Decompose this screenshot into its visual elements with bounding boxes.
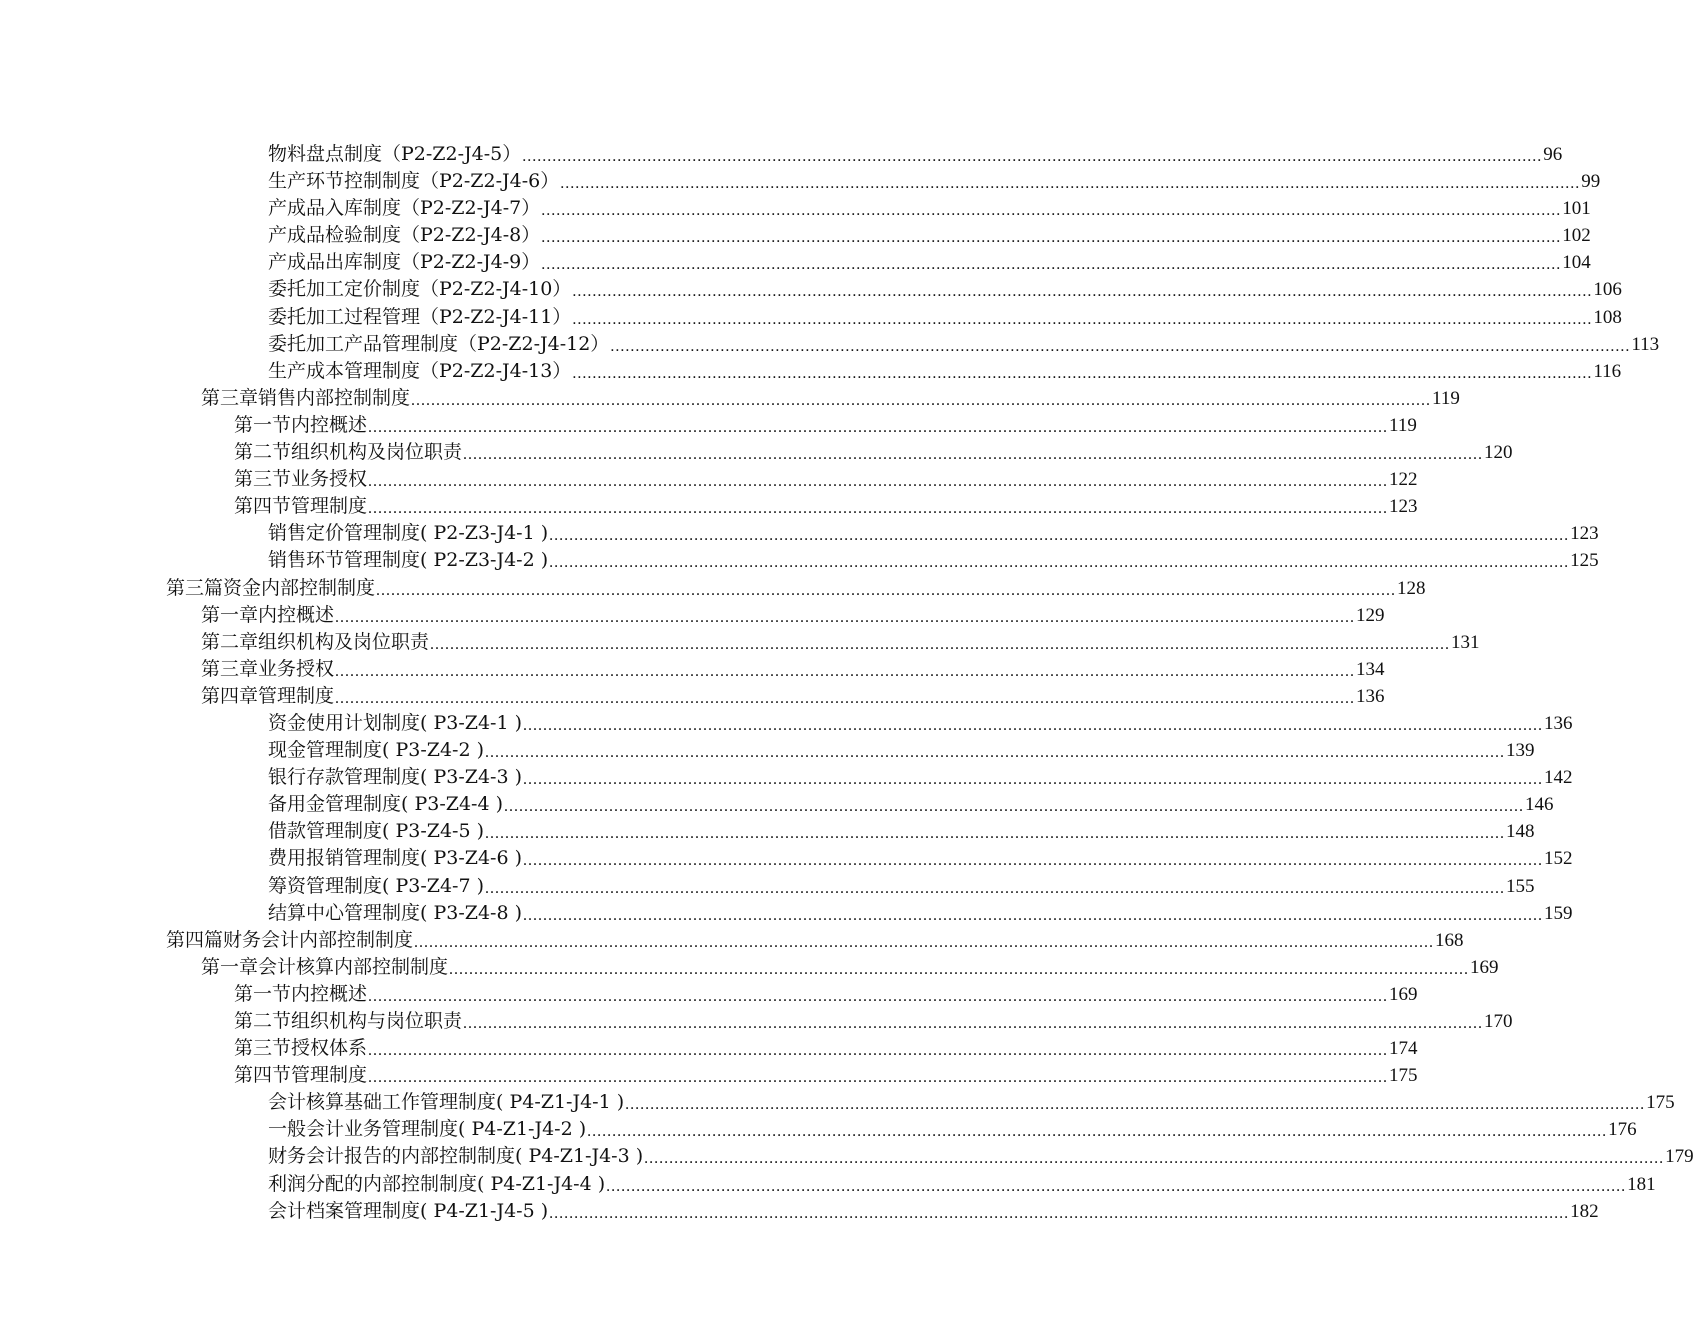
toc-entry[interactable] [0, 168, 1601, 195]
toc-entry-title: 内控概述 [291, 413, 368, 436]
toc-entry[interactable] [0, 602, 1385, 629]
toc-entry-number: 第三篇 [166, 576, 224, 599]
toc-entry[interactable] [0, 466, 1418, 493]
toc-entry-page-number: 113 [1631, 333, 1660, 355]
toc-entry-page-number: 99 [1581, 171, 1601, 193]
toc-entry-page-number: 108 [1593, 306, 1622, 328]
toc-entry-title: 产成品出库制度（P2-Z2-J4-9） [268, 251, 541, 274]
toc-entry-page-number: 181 [1627, 1173, 1656, 1195]
toc-entry-number: 第四节 [234, 1064, 292, 1087]
dot-leader [485, 875, 1505, 902]
toc-entry-page-number: 122 [1389, 469, 1418, 491]
toc-entry[interactable] [0, 629, 1480, 656]
toc-entry-page-number: 175 [1646, 1092, 1675, 1114]
dot-leader [625, 1091, 1645, 1118]
toc-entry[interactable] [0, 737, 1535, 764]
toc-entry-number: 第一节 [234, 982, 292, 1005]
toc-entry-page-number: 131 [1451, 631, 1480, 653]
toc-entry-number: 第三章 [201, 657, 259, 680]
dot-leader [368, 468, 1388, 495]
toc-entry[interactable] [0, 1143, 1694, 1170]
toc-entry[interactable] [0, 358, 1622, 385]
dot-leader [541, 224, 1561, 251]
dot-leader [549, 522, 1569, 549]
toc-entry-number: 第一节 [234, 413, 292, 436]
dot-leader [335, 685, 1355, 712]
toc-entry[interactable] [0, 331, 1660, 358]
toc-entry[interactable] [0, 439, 1513, 466]
toc-entry[interactable] [0, 954, 1499, 981]
toc-entry-title: 组织机构及岗位职责 [258, 630, 430, 653]
dot-leader [523, 902, 1543, 929]
toc-entry-page-number: 159 [1544, 902, 1573, 924]
toc-entry[interactable] [0, 141, 1563, 168]
toc-entry[interactable] [0, 547, 1599, 574]
toc-entry[interactable] [0, 493, 1418, 520]
toc-entry[interactable] [0, 683, 1385, 710]
toc-entry[interactable] [0, 1008, 1513, 1035]
toc-entry-page-number: 155 [1506, 875, 1535, 897]
toc-entry-number: 第二节 [234, 1010, 292, 1032]
toc-entry-title: 业务授权 [258, 657, 335, 680]
toc-entry-number: 第三节 [234, 1037, 292, 1060]
toc-entry-page-number: 128 [1397, 577, 1426, 599]
toc-entry-title: 会计档案管理制度( P4-Z1-J4-5 ) [268, 1199, 549, 1222]
toc-entry[interactable] [0, 276, 1622, 303]
dot-leader [368, 1064, 1388, 1091]
toc-entry-title: 一般会计业务管理制度( P4-Z1-J4-2 ) [268, 1118, 587, 1141]
toc-entry-title: 筹资管理制度( P3-Z4-7 ) [268, 874, 484, 897]
dot-leader [523, 766, 1543, 793]
dot-leader [504, 793, 1524, 820]
toc-entry[interactable] [0, 195, 1591, 222]
toc-entry-title: 产成品入库制度（P2-Z2-J4-7） [268, 197, 541, 220]
toc-entry-page-number: 152 [1544, 848, 1573, 870]
dot-leader [560, 170, 1580, 197]
toc-entry-page-number: 182 [1570, 1200, 1599, 1222]
toc-entry-page-number: 106 [1593, 279, 1622, 301]
dot-leader [610, 333, 1630, 360]
toc-entry-title: 授权体系 [291, 1037, 368, 1060]
toc-entry[interactable] [0, 222, 1591, 249]
toc-entry-title: 现金管理制度( P3-Z4-2 ) [268, 739, 484, 762]
dot-leader [463, 1010, 1483, 1037]
dot-leader [572, 360, 1592, 387]
toc-entry-page-number: 136 [1544, 712, 1573, 734]
dot-leader [368, 495, 1388, 522]
dot-leader [368, 414, 1388, 441]
toc-entry-page-number: 169 [1389, 983, 1418, 1005]
toc-entry[interactable] [0, 873, 1535, 900]
toc-entry-title: 财务会计内部控制制度 [223, 928, 414, 951]
dot-leader [414, 929, 1434, 956]
toc-entry[interactable] [0, 1089, 1675, 1116]
toc-entry-number: 第四章 [201, 684, 259, 707]
toc-entry-title: 销售内部控制制度 [258, 386, 411, 409]
toc-entry[interactable] [0, 900, 1573, 927]
toc-entry-page-number: 136 [1356, 685, 1385, 707]
toc-entry-title: 银行存款管理制度( P3-Z4-3 ) [268, 766, 522, 789]
toc-entry[interactable] [0, 1035, 1418, 1062]
toc-entry-title: 产成品检验制度（P2-Z2-J4-8） [268, 224, 541, 247]
dot-leader [430, 631, 1450, 658]
toc-entry-title: 委托加工产品管理制度（P2-Z2-J4-12） [268, 332, 610, 355]
toc-entry-title: 管理制度 [291, 495, 368, 518]
toc-entry-title: 利润分配的内部控制制度( P4-Z1-J4-4 ) [268, 1172, 606, 1195]
dot-leader [587, 1118, 1607, 1145]
toc-entry[interactable] [0, 304, 1622, 331]
toc-entry-page-number: 146 [1525, 794, 1554, 816]
dot-leader [572, 278, 1592, 305]
toc-entry-page-number: 116 [1593, 360, 1622, 382]
toc-entry[interactable] [0, 1062, 1418, 1089]
toc-entry-title: 组织机构及岗位职责 [291, 441, 463, 464]
toc-entry[interactable] [0, 385, 1460, 412]
toc-entry[interactable] [0, 845, 1573, 872]
toc-entry-page-number: 169 [1470, 956, 1499, 978]
toc-entry-page-number: 104 [1562, 252, 1591, 274]
toc-entry-page-number: 102 [1562, 225, 1591, 247]
toc-entry[interactable] [0, 764, 1573, 791]
toc-entry[interactable] [0, 520, 1599, 547]
toc-entry[interactable] [0, 1198, 1599, 1225]
toc-entry-number: 第三节 [234, 468, 292, 491]
toc-entry[interactable] [0, 981, 1418, 1008]
dot-leader [523, 847, 1543, 874]
toc-entry[interactable] [0, 1171, 1656, 1198]
toc-entry-page-number: 176 [1608, 1119, 1637, 1141]
dot-leader [335, 604, 1355, 631]
toc-entry-number: 第四节 [234, 495, 292, 518]
dot-leader [376, 577, 1396, 604]
toc-entry[interactable] [0, 412, 1417, 439]
toc-entry-title: 委托加工定价制度（P2-Z2-J4-10） [268, 278, 572, 301]
toc-entry-title: 会计核算内部控制制度 [258, 955, 449, 978]
toc-entry-title: 销售环节管理制度( P2-Z3-J4-2 ) [268, 549, 549, 572]
dot-leader [449, 956, 1469, 983]
toc-entry-number: 第四篇 [166, 928, 224, 951]
toc-entry-page-number: 120 [1484, 442, 1513, 464]
toc-entry-title: 内控概述 [291, 982, 368, 1005]
dot-leader [368, 1037, 1388, 1064]
table-of-contents [0, 141, 1694, 1225]
toc-entry-title: 管理制度 [291, 1064, 368, 1087]
toc-entry-title: 业务授权 [291, 468, 368, 491]
dot-leader [463, 441, 1483, 468]
toc-entry-page-number: 119 [1389, 414, 1417, 436]
toc-entry[interactable] [0, 710, 1573, 737]
toc-entry-number: 第二节 [234, 441, 292, 464]
toc-entry-page-number: 123 [1389, 496, 1418, 518]
toc-entry-title: 内控概述 [258, 603, 335, 626]
dot-leader [549, 1200, 1569, 1227]
toc-entry-page-number: 125 [1570, 550, 1599, 572]
toc-entry-title: 借款管理制度( P3-Z4-5 ) [268, 820, 484, 843]
toc-entry-page-number: 170 [1484, 1011, 1513, 1032]
toc-entry-title: 组织机构与岗位职责 [291, 1010, 463, 1032]
toc-entry-title: 会计核算基础工作管理制度( P4-Z1-J4-1 ) [268, 1091, 625, 1114]
toc-entry-title: 物料盘点制度（P2-Z2-J4-5） [268, 143, 522, 165]
toc-entry-title: 生产成本管理制度（P2-Z2-J4-13） [268, 359, 572, 382]
toc-entry-page-number: 174 [1389, 1038, 1418, 1060]
dot-leader [485, 820, 1505, 847]
toc-entry-title: 资金内部控制制度 [223, 576, 376, 599]
toc-entry-number: 第一章 [201, 603, 259, 626]
toc-entry-page-number: 142 [1544, 767, 1573, 789]
dot-leader [522, 143, 1542, 170]
toc-entry-page-number: 134 [1356, 658, 1385, 680]
toc-entry-title: 结算中心管理制度( P3-Z4-8 ) [268, 901, 522, 924]
dot-leader [541, 251, 1561, 278]
toc-entry[interactable] [0, 1116, 1637, 1143]
dot-leader [411, 387, 1431, 414]
toc-entry-page-number: 179 [1665, 1146, 1694, 1168]
dot-leader [335, 658, 1355, 685]
toc-entry-page-number: 96 [1543, 144, 1563, 165]
toc-entry-number: 第一章 [201, 955, 259, 978]
dot-leader [523, 712, 1543, 739]
dot-leader [368, 983, 1388, 1010]
toc-entry[interactable] [0, 249, 1591, 276]
toc-entry-page-number: 119 [1432, 387, 1460, 409]
toc-entry[interactable] [0, 927, 1464, 954]
toc-entry-page-number: 139 [1506, 740, 1535, 762]
toc-entry[interactable] [0, 818, 1535, 845]
toc-entry-page-number: 101 [1562, 198, 1591, 220]
toc-entry-title: 生产环节控制制度（P2-Z2-J4-6） [268, 170, 560, 193]
toc-entry-number: 第三章 [201, 386, 259, 409]
dot-leader [485, 739, 1505, 766]
toc-entry-title: 财务会计报告的内部控制制度( P4-Z1-J4-3 ) [268, 1145, 644, 1168]
dot-leader [541, 197, 1561, 224]
toc-entry-title: 资金使用计划制度( P3-Z4-1 ) [268, 711, 522, 734]
toc-entry-page-number: 148 [1506, 821, 1535, 843]
toc-entry-page-number: 175 [1389, 1065, 1418, 1087]
toc-entry-title: 费用报销管理制度( P3-Z4-6 ) [268, 847, 522, 870]
toc-entry[interactable] [0, 656, 1385, 683]
toc-entry-title: 销售定价管理制度( P2-Z3-J4-1 ) [268, 522, 549, 545]
toc-entry-page-number: 123 [1570, 523, 1599, 545]
toc-entry-number: 第二章 [201, 630, 259, 653]
toc-entry[interactable] [0, 791, 1554, 818]
dot-leader [572, 306, 1592, 333]
toc-entry-page-number: 129 [1356, 604, 1385, 626]
toc-entry-page-number: 168 [1435, 929, 1464, 951]
toc-entry-title: 管理制度 [258, 684, 335, 707]
dot-leader [549, 549, 1569, 576]
toc-entry-title: 委托加工过程管理（P2-Z2-J4-11） [268, 305, 572, 328]
dot-leader [606, 1173, 1626, 1200]
toc-entry-title: 备用金管理制度( P3-Z4-4 ) [268, 793, 503, 816]
dot-leader [644, 1145, 1664, 1172]
toc-entry[interactable] [0, 575, 1426, 602]
